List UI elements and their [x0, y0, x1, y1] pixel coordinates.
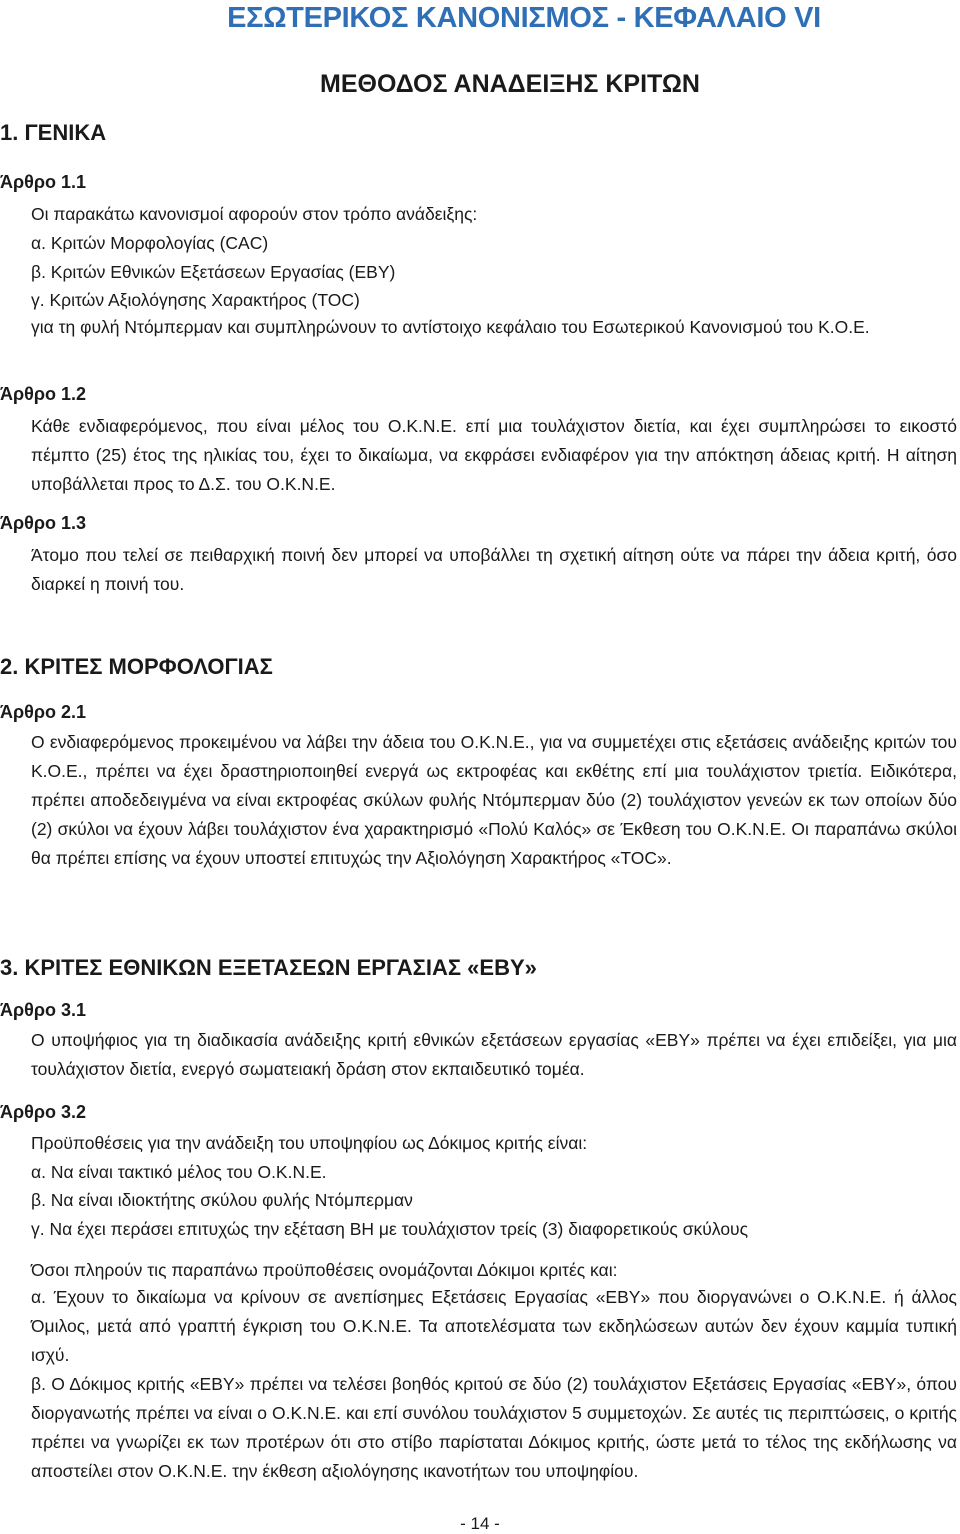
article-3-2-line: α. Να είναι τακτικό μέλος του Ο.Κ.Ν.Ε.: [31, 1162, 327, 1182]
article-heading-1-1: Άρθρο 1.1: [0, 172, 87, 192]
article-1-2-paragraph: Κάθε ενδιαφερόμενος, που είναι μέλος του Ο.Κ.Ν.Ε. επί μια τουλάχιστον διετία, και έχει συμπληρώσει το εικοστό πέμπτο (25) έτος της ηλικίας του, έχει το δικαίωμα, να εκφράσει ενδιαφέρον για την απόκτηση άδειας κριτή. Η αίτηση υποβάλλεται προς το Δ.Σ. του Ο.Κ.Ν.Ε.: [31, 416, 957, 494]
article-3-2-item-b: β. Ο Δόκιμος κριτής «ΕΒΥ» πρέπει να τελέσει βοηθός κριτού σε δύο (2) τουλάχιστον Εξετάσεις Εργασίας «ΕΒΥ», όπου διοργανωτής πρέπει να είναι ο Ο.Κ.Ν.Ε. και επί συνόλου τουλάχιστον 5 συμμετοχών. Σε αυτές τις περιπτώσεις, ο κριτής πρέπει να γνωρίζει εκ των προτέρων ότι στο στίβο παρίσταται Δόκιμος κριτής, ώστε μετά το τέλος της εκδήλωσης να αποστείλει στον Ο.Κ.Ν.Ε. την έκθεση αξιολόγησης ικανοτήτων του υποψηφίου.: [31, 1374, 957, 1481]
article-heading-1-3: Άρθρο 1.3: [0, 513, 87, 533]
article-1-1-line: γ. Κριτών Αξιολόγησης Χαρακτήρος (TOC): [31, 290, 360, 310]
article-3-2-intro: Όσοι πληρούν τις παραπάνω προϋποθέσεις ονομάζονται Δόκιμοι κριτές και:: [31, 1260, 618, 1280]
article-3-2-line: β. Να είναι ιδιοκτήτης σκύλου φυλής Ντόμπερμαν: [31, 1190, 413, 1210]
document-subtitle: ΜΕΘΟΔΟΣ ΑΝΑΔΕΙΞΗΣ ΚΡΙΤΩΝ: [320, 70, 700, 98]
article-1-1-line: Οι παρακάτω κανονισμοί αφορούν στον τρόπο ανάδειξης:: [31, 204, 478, 224]
article-heading-2-1: Άρθρο 2.1: [0, 702, 87, 722]
document-title: ΕΣΩΤΕΡΙΚΟΣ ΚΑΝΟΝΙΣΜΟΣ - ΚΕΦΑΛΑΙΟ VI: [227, 2, 821, 34]
page-number: - 14 -: [460, 1514, 500, 1533]
article-1-3-paragraph: Άτομο που τελεί σε πειθαρχική ποινή δεν μπορεί να υποβάλλει τη σχετική αίτηση ούτε να πάρει την άδεια κριτή, όσο διαρκεί η ποινή του.: [31, 545, 957, 594]
article-1-1-line: α. Κριτών Μορφολογίας (CAC): [31, 233, 269, 253]
section-heading-morphology-judges: 2. ΚΡΙΤΕΣ ΜΟΡΦΟΛΟΓΙΑΣ: [0, 654, 273, 679]
article-1-1-line: β. Κριτών Εθνικών Εξετάσεων Εργασίας (EBY): [31, 262, 396, 282]
article-2-1-paragraph: Ο ενδιαφερόμενος προκειμένου να λάβει την άδεια του Ο.Κ.Ν.Ε., για να συμμετέχει στις εξετάσεις ανάδειξης κριτών του Κ.Ο.Ε., πρέπει να έχει δραστηριοποιηθεί ενεργά ως εκτροφέας και εκθέτης επί μια τουλάχιστον τριετία. Ειδικότερα, πρέπει αποδεδειγμένα να είναι εκτροφέας σκύλων φυλής Ντόμπερμαν δύο (2) τουλάχιστον γενεών εκ των οποίων δύο (2) σκύλοι να έχουν λάβει τουλάχιστον ένα χαρακτηρισμό «Πολύ Καλός» σε Έκθεση του Ο.Κ.Ν.Ε. Οι παραπάνω σκύλοι θα πρέπει επίσης να έχουν υποστεί επιτυχώς την Αξιολόγηση Χαρακτήρος «TOC».: [31, 732, 957, 868]
article-3-2-line: γ. Να έχει περάσει επιτυχώς την εξέταση ΒΗ με τουλάχιστον τρείς (3) διαφορετικούς σκύλους: [31, 1219, 749, 1239]
article-3-2-item-a: α. Έχουν το δικαίωμα να κρίνουν σε ανεπίσημες Εξετάσεις Εργασίας «ΕΒΥ» που διοργανώνει ο Ο.Κ.Ν.Ε. ή άλλος Όμιλος, μετά από γραπτή έγκριση του Ο.Κ.Ν.Ε. Τα αποτελέσματα των εκδηλώσεων αυτών δεν έχουν καμμία τυπική ισχύ.: [31, 1287, 957, 1365]
article-3-1-paragraph: Ο υποψήφιος για τη διαδικασία ανάδειξης κριτή εθνικών εξετάσεων εργασίας «ΕΒΥ» πρέπει να έχει επιδείξει, για μια τουλάχιστον διετία, ενεργό σωματειακή δράση στον εκπαιδευτικό τομέα.: [31, 1030, 957, 1079]
section-heading-ebu-judges: 3. ΚΡΙΤΕΣ ΕΘΝΙΚΩΝ ΕΞΕΤΑΣΕΩΝ ΕΡΓΑΣΙΑΣ «ΕΒΥ»: [0, 955, 537, 980]
article-heading-1-2: Άρθρο 1.2: [0, 384, 87, 404]
article-3-2-line: Προϋποθέσεις για την ανάδειξη του υποψηφίου ως Δόκιμος κριτής είναι:: [31, 1133, 588, 1153]
article-heading-3-1: Άρθρο 3.1: [0, 1000, 87, 1020]
article-1-1-paragraph: για τη φυλή Ντόμπερμαν και συμπληρώνουν το αντίστοιχο κεφάλαιο του Εσωτερικού Κανονισμού του Κ.Ο.Ε.: [31, 317, 870, 337]
article-heading-3-2: Άρθρο 3.2: [0, 1102, 87, 1122]
section-heading-general: 1. ΓΕΝΙΚΑ: [0, 120, 107, 145]
